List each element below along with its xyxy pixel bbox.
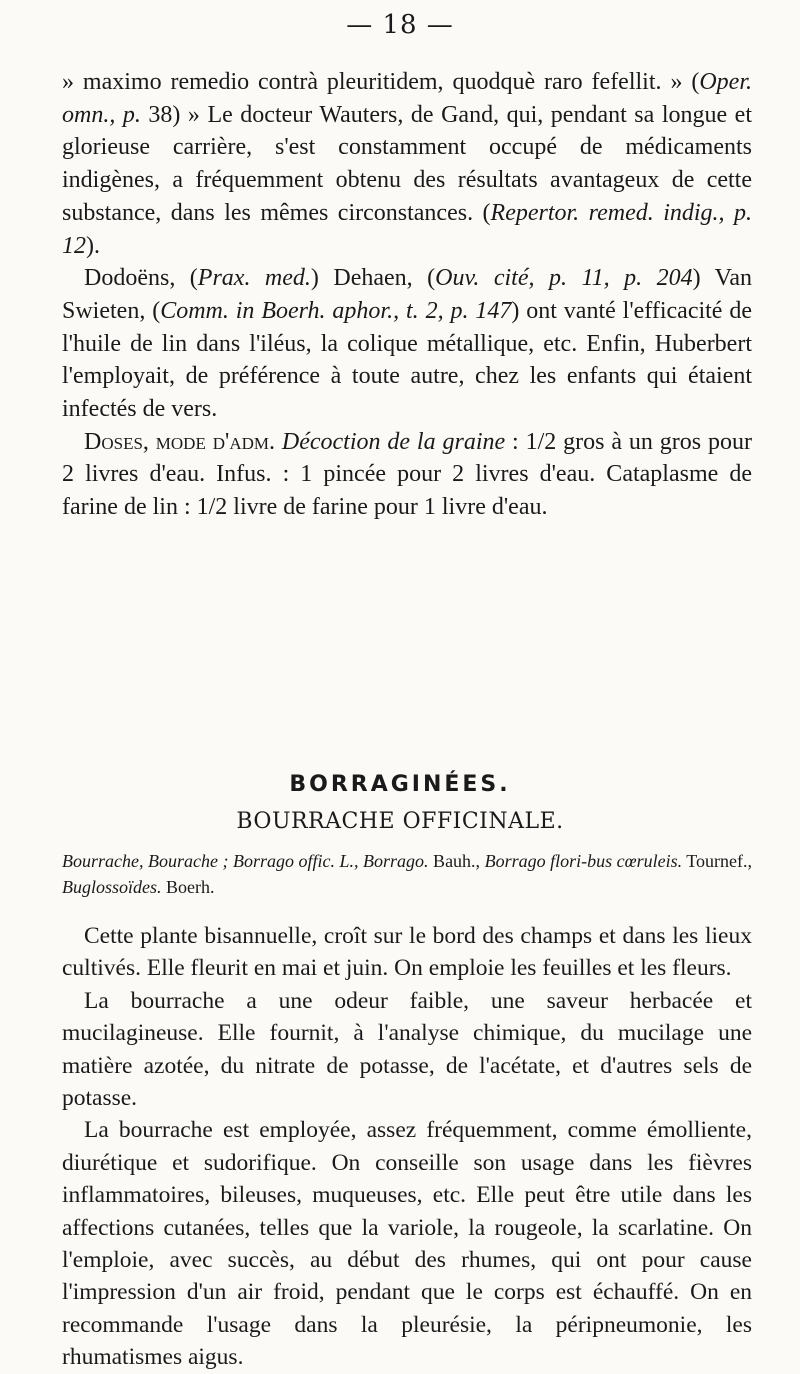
section-headings — [0, 772, 800, 834]
page-number: — 18 — — [346, 10, 454, 40]
borage-description — [62, 920, 752, 1374]
intro-paragraph-1: » maximo remedio contrà pleuritidem, quodquè raro fefellit. » (Oper. omn., p. 38) » Le docteur Wauters, de Gand, qui, pendant sa longue et glorieuse carrière, s'est constamment occupé de médicaments indigènes, a fréquemment obtenu des résultats avantageux de cette substance, dans les mêmes circonstances. (Repertor. remed. indig., p. 12). — [62, 69, 753, 259]
species-title: BOURRACHE OFFICINALE. — [236, 809, 564, 834]
family-title: BORRAGINÉES. — [289, 772, 511, 797]
doses-paragraph: Doses, mode d'adm. Décoction de la graine : 1/2 gros à un gros pour 2 livres d'eau. Infus. : 1 pincée pour 2 livres d'eau. Cataplasme de farine de lin : 1/2 livre de farine pour 1 livre d'eau. — [62, 428, 752, 521]
synonyms-line: Bourrache, Bourache ; Borrago offic. L., Borrago. Bauh., Borrago flori-bus cœruleis. Tournef., Buglossoïdes. Boerh. — [62, 851, 753, 897]
body-paragraph-1: Cette plante bisannuelle, croît sur le bord des champs et dans les lieux cultivés. Elle fleurit en mai et juin. On emploie les feuilles et les fleurs. — [62, 923, 752, 982]
body-paragraph-2: La bourrache a une odeur faible, une saveur herbacée et mucilagineuse. Elle fournit, à l'analyse chimique, du mucilage une matière azotée, du nitrate de potasse, de l'acétate, et d'autres sels de potasse. — [62, 987, 752, 1112]
intro-block — [62, 66, 752, 524]
body-paragraph-3: La bourrache est employée, assez fréquemment, comme émolliente, diurétique et sudorifique. On conseille son usage dans les fièvres inflammatoires, bileuses, muqueuses, etc. Elle peut être utile dans les affections cutanées, telles que la variole, la rougeole, la scarlatine. On l'emploie, avec succès, au début des rhumes, qui ont pour cause l'impression d'un air froid, pendant que le corps est échauffé. On en recommande l'usage dans la pleurésie, la péripneumonie, les rhumatismes aigus. — [62, 1117, 752, 1371]
intro-paragraph-2: Dodoëns, (Prax. med.) Dehaen, (Ouv. cité, p. 11, p. 204) Van Swieten, (Comm. in Boerh. aphor., t. 2, p. 147) ont vanté l'efficacité de l'huile de lin dans l'iléus, la colique métallique, etc. Enfin, Huberbert l'employait, de préférence à toute autre, chez les enfants qui étaient infectés de vers. — [62, 265, 752, 423]
